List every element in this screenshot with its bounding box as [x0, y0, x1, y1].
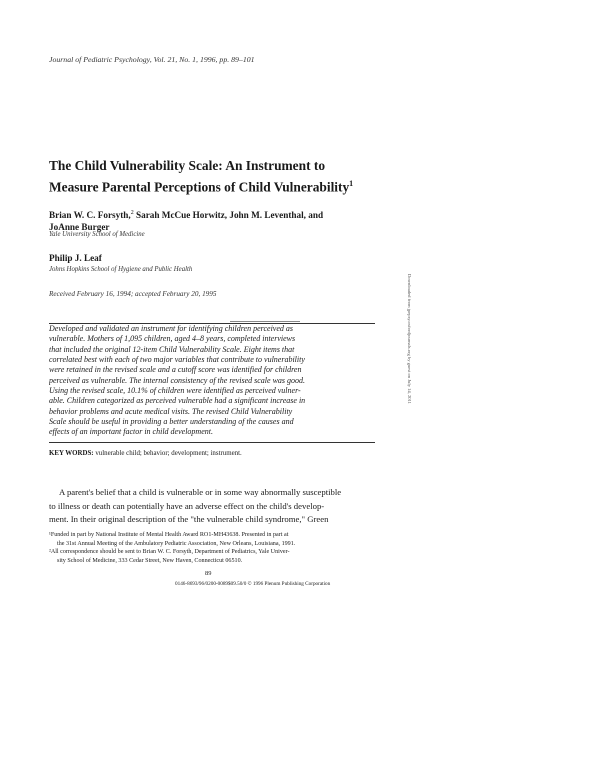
keywords-text: vulnerable child; behavior; development; instrument.	[93, 450, 242, 457]
author-line-2: JoAnne Burger	[49, 222, 110, 233]
affiliation-yale: Yale University School of Medicine	[49, 231, 145, 238]
title-line-2-text: Measure Parental Perceptions of Child Vulnerability	[49, 179, 350, 195]
abstract-line: Using the revised scale, 10.1% of children were identified as perceived vulner-	[49, 386, 301, 396]
affiliation-johns-hopkins: Johns Hopkins School of Hygiene and Public Health	[49, 266, 193, 273]
abstract	[49, 324, 375, 438]
page-number: 89	[205, 570, 212, 577]
author-footnote-marker: 2	[130, 210, 134, 216]
received-dates: Received February 16, 1994; accepted February 20, 1995	[49, 290, 217, 298]
abstract-line: correlated best with each of two major variables that contribute to vulnerability	[49, 355, 305, 365]
download-watermark: Downloaded from jpepsy.oxfordjournals.org by guest on July 14, 2011	[407, 274, 412, 404]
author-list	[49, 207, 469, 233]
abstract-line: able. Children categorized as perceived vulnerable had a significant increase in	[49, 396, 306, 406]
author-leaf: Philip J. Leaf	[49, 253, 102, 263]
copyright-line: 0146-8693/96/0200-0089$09.50/0 © 1996 Plenum Publishing Corporation	[175, 581, 331, 587]
author-line-1	[49, 207, 469, 221]
title-line-2	[49, 175, 469, 196]
footnote-2-cont: sity School of Medicine, 333 Cedar Street, New Haven, Connecticut 06510.	[57, 557, 243, 564]
abstract-line: vulnerable. Mothers of 1,095 children, aged 4–8 years, completed interviews	[49, 334, 296, 344]
author-others: Sarah McCue Horwitz, John M. Leventhal, and	[133, 210, 324, 221]
abstract-bottom-rule	[49, 442, 375, 443]
abstract-line: perceived as vulnerable. The internal consistency of the revised scale was good.	[49, 375, 306, 385]
abstract-line: Developed and validated an instrument for identifying children perceived as	[49, 324, 294, 333]
author-first: Brian W. C. Forsyth,	[49, 210, 131, 221]
paper-title	[49, 157, 469, 196]
abstract-line: effects of an important factor in child development.	[49, 427, 213, 437]
body-line: A parent's belief that a child is vulnerable or in some way abnormally susceptible	[59, 487, 342, 497]
abstract-line: behavior problems and acute medical visits. The revised Child Vulnerability	[49, 406, 293, 416]
abstract-top-mark	[230, 321, 300, 322]
abstract-line: were retained in the revised scale and a cutoff score was identified for children	[49, 365, 302, 375]
keywords-label: KEY WORDS:	[49, 450, 94, 457]
abstract-line: Scale should be useful in providing a better understanding of the causes and	[49, 417, 294, 427]
footnote-2: ²All correspondence should be sent to Brian W. C. Forsyth, Department of Pediatrics, Yale Univer-	[49, 549, 290, 556]
abstract-line: that included the original 12-item Child Vulnerability Scale. Eight items that	[49, 344, 295, 354]
footnote-1-cont: the 31st Annual Meeting of the Ambulatory Pediatric Association, New Orleans, Louisiana, 1991.	[57, 540, 296, 547]
body-line: ment. In their original description of the "the vulnerable child syndrome," Green	[49, 514, 329, 524]
title-footnote-marker: 1	[349, 179, 354, 188]
body-line: to illness or death can potentially have an adverse effect on the child's develop-	[49, 500, 325, 511]
journal-citation: Journal of Pediatric Psychology, Vol. 21, No. 1, 1996, pp. 89–101	[49, 55, 255, 64]
footnotes	[49, 531, 379, 565]
footnote-1: ¹Funded in part by National Institute of Mental Health Award RO1-MH43638. Presented in part at	[49, 532, 289, 538]
title-line-1: The Child Vulnerability Scale: An Instrument to	[49, 158, 326, 173]
body-text	[49, 486, 379, 527]
keywords	[49, 450, 242, 457]
